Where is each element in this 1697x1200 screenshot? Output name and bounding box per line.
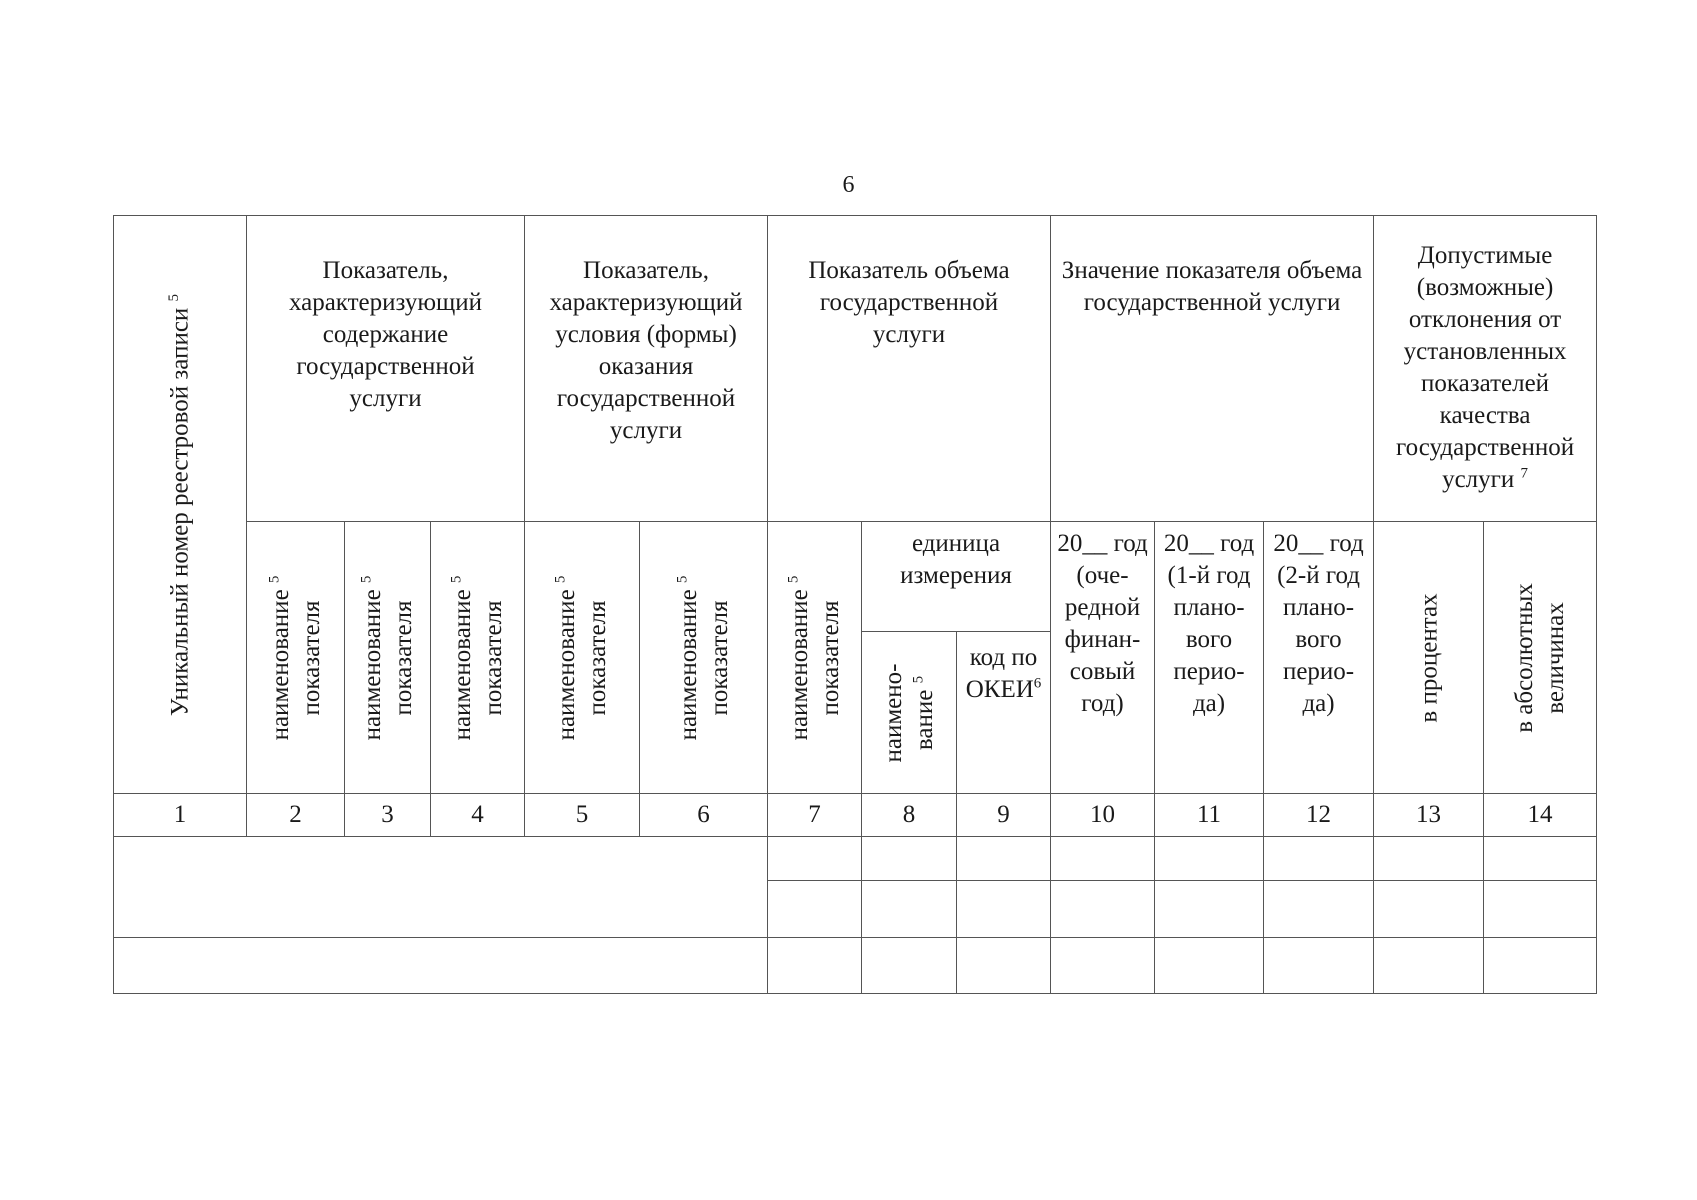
empty-cell[interactable] [1374,938,1484,994]
conditions-indicator-group-header: Показатель, характеризующий условия (формы) оказания государственной услуги [525,216,768,522]
okei-code-header: код по ОКЕИ$^6$ [957,632,1051,794]
table-row [114,837,1597,881]
empty-cell[interactable] [862,938,957,994]
column-number: 10 [1051,794,1155,837]
empty-cell[interactable] [1264,881,1374,938]
page-number: 6 [842,172,855,198]
column-number: 7 [768,794,862,837]
unit-of-measure-header: единица измерения [862,522,1051,632]
indicator-name-header: наименование $^5$ показателя [431,522,525,794]
percent-header: в процентах [1374,522,1484,794]
empty-cell[interactable] [1051,837,1155,881]
empty-cell[interactable] [1155,837,1264,881]
column-number: 13 [1374,794,1484,837]
column-number: 5 [525,794,640,837]
empty-cell[interactable] [1051,938,1155,994]
indicator-name-header: наименование $^5$ показателя [247,522,345,794]
indicator-name-header: наименование $^5$ показателя [345,522,431,794]
column-number: 9 [957,794,1051,837]
empty-cell[interactable] [1484,837,1597,881]
volume-indicator-group-header: Показатель объема государственной услуги [768,216,1051,522]
year-plan1-header: 20__ год (1-й год плано- вого перио- да) [1155,522,1264,794]
indicator-name-header: наименование $^5$ показателя [525,522,640,794]
content-indicator-group-header: Показатель, характеризующий содержание государственной услуги [247,216,525,522]
indicator-name-header: наименование $^5$ показателя [640,522,768,794]
column-number: 2 [247,794,345,837]
column-number: 4 [431,794,525,837]
column-number: 12 [1264,794,1374,837]
empty-cell[interactable] [1374,881,1484,938]
indicator-name-header: наименование $^5$ показателя [768,522,862,794]
empty-cell[interactable] [1374,837,1484,881]
year-plan2-header: 20__ год (2-й год плано- вого перио- да) [1264,522,1374,794]
empty-cell[interactable] [957,837,1051,881]
absolute-values-header: в абсолютных величинах [1484,522,1597,794]
unique-registry-number-header: Уникальный номер реестровой записи $^5$ [114,216,247,794]
column-number: 8 [862,794,957,837]
empty-cell[interactable] [1264,938,1374,994]
column-number: 1 [114,794,247,837]
merged-empty-cell[interactable] [114,938,768,994]
empty-cell[interactable] [1051,881,1155,938]
table-row [114,938,1597,994]
empty-cell[interactable] [862,881,957,938]
empty-cell[interactable] [768,938,862,994]
empty-cell[interactable] [957,938,1051,994]
empty-cell[interactable] [1264,837,1374,881]
empty-cell[interactable] [862,837,957,881]
empty-cell[interactable] [1155,881,1264,938]
column-numbers-row [114,794,1597,837]
deviation-group-header: Допустимые (возможные) отклонения от установленных показателей качества государственной услуги $^7$ [1374,216,1597,522]
empty-cell[interactable] [768,881,862,938]
year-current-header: 20__ год (оче- редной финан- совый год) [1051,522,1155,794]
empty-cell[interactable] [768,837,862,881]
empty-cell[interactable] [1155,938,1264,994]
column-number: 11 [1155,794,1264,837]
column-number: 14 [1484,794,1597,837]
column-number: 6 [640,794,768,837]
column-number: 3 [345,794,431,837]
header-row-groups [114,216,1597,522]
unit-name-header: наимено- вание $^5$ [862,632,957,794]
volume-value-group-header: Значение показателя объема государственной услуги [1051,216,1374,522]
empty-cell[interactable] [1484,938,1597,994]
merged-empty-cell[interactable] [114,837,768,938]
header-row-sub [114,522,1597,632]
empty-cell[interactable] [1484,881,1597,938]
empty-cell[interactable] [957,881,1051,938]
volume-indicators-table [113,215,1597,994]
